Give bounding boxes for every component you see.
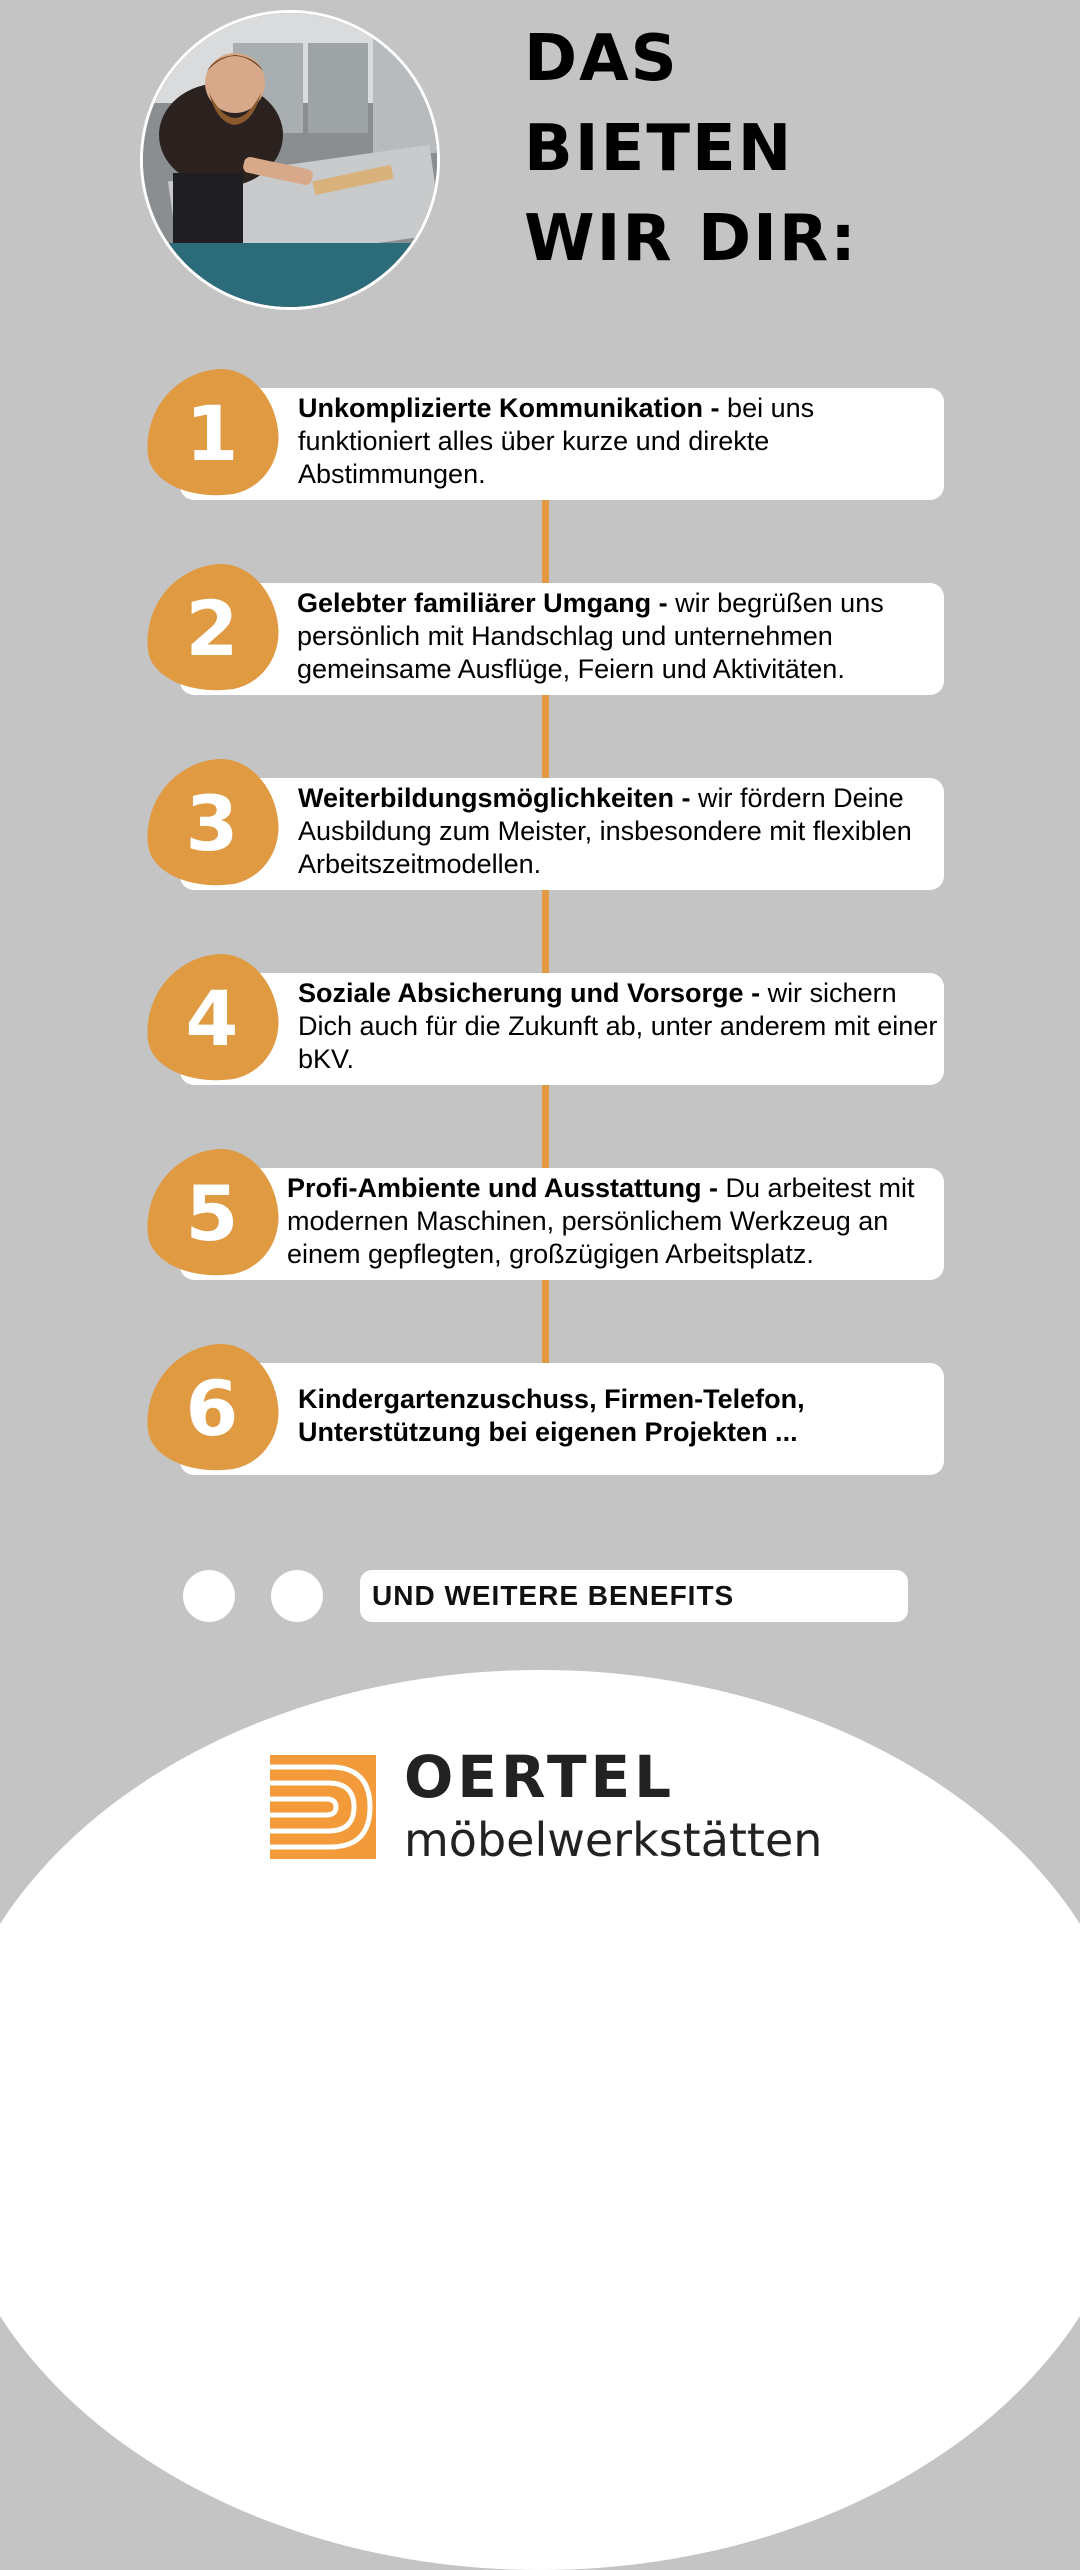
benefit-text xyxy=(298,392,944,491)
benefit-item-5 xyxy=(0,1150,1080,1280)
benefit-text xyxy=(298,1383,944,1449)
benefit-number: 1 xyxy=(185,389,239,478)
benefit-number: 3 xyxy=(185,779,239,868)
benefit-item-6 xyxy=(0,1345,1080,1475)
benefit-description: Du arbeitest mit modernen Maschinen, persönlichem Werkzeug an einem gepflegten, großzügigen Arbeitsplatz. xyxy=(287,1173,915,1269)
brand-subtitle: möbelwerkstätten xyxy=(404,1813,823,1867)
benefit-title: Kindergartenzuschuss, Firmen-Telefon, Unterstützung bei eigenen Projekten ... xyxy=(298,1384,805,1447)
title-line-3: WIR DIR: xyxy=(524,202,858,276)
benefit-item-2 xyxy=(0,565,1080,695)
decorative-dot-2 xyxy=(271,1570,323,1622)
benefit-item-3 xyxy=(0,760,1080,890)
more-benefits-label: UND WEITERE BENEFITS xyxy=(372,1580,735,1611)
benefit-number: 2 xyxy=(185,584,239,673)
benefit-description: bei uns funktioniert alles über kurze und direkte Abstimmungen. xyxy=(298,393,815,489)
benefit-title: Profi-Ambiente und Ausstattung - xyxy=(287,1173,718,1203)
carpenter-photo xyxy=(140,10,440,310)
brand-name: OERTEL xyxy=(404,1743,676,1811)
decorative-dot-1 xyxy=(183,1570,235,1622)
benefit-item-1 xyxy=(0,370,1080,500)
benefit-item-4 xyxy=(0,955,1080,1085)
benefit-title: Unkomplizierte Kommunikation - xyxy=(298,393,720,423)
benefit-number: 5 xyxy=(185,1169,239,1258)
benefit-description: wir fördern Deine Ausbildung zum Meister, insbesondere mit flexiblen Arbeitszeitmodellen. xyxy=(298,783,912,879)
benefit-description: wir sichern Dich auch für die Zukunft ab, unter anderem mit einer bKV. xyxy=(298,978,938,1074)
benefit-title: Gelebter familiärer Umgang - xyxy=(297,588,668,618)
benefit-number: 4 xyxy=(185,974,239,1063)
benefit-title: Weiterbildungsmöglichkeiten - xyxy=(298,783,691,813)
oertel-logo-icon xyxy=(270,1755,376,1859)
benefit-title: Soziale Absicherung und Vorsorge - xyxy=(298,978,761,1008)
title-line-1: DAS xyxy=(524,22,679,96)
benefit-text xyxy=(287,1172,947,1271)
carpenter-at-table-saw-photo xyxy=(143,13,437,307)
benefit-text xyxy=(298,977,944,1076)
benefit-number: 6 xyxy=(185,1364,239,1453)
page-title xyxy=(524,14,1004,284)
title-line-2: BIETEN xyxy=(524,112,794,186)
benefit-description: wir begrüßen uns persönlich mit Handschlag und unternehmen gemeinsame Ausflüge, Feiern und Aktivitäten. xyxy=(297,588,884,684)
benefit-text xyxy=(297,587,943,686)
benefit-text xyxy=(298,782,944,881)
